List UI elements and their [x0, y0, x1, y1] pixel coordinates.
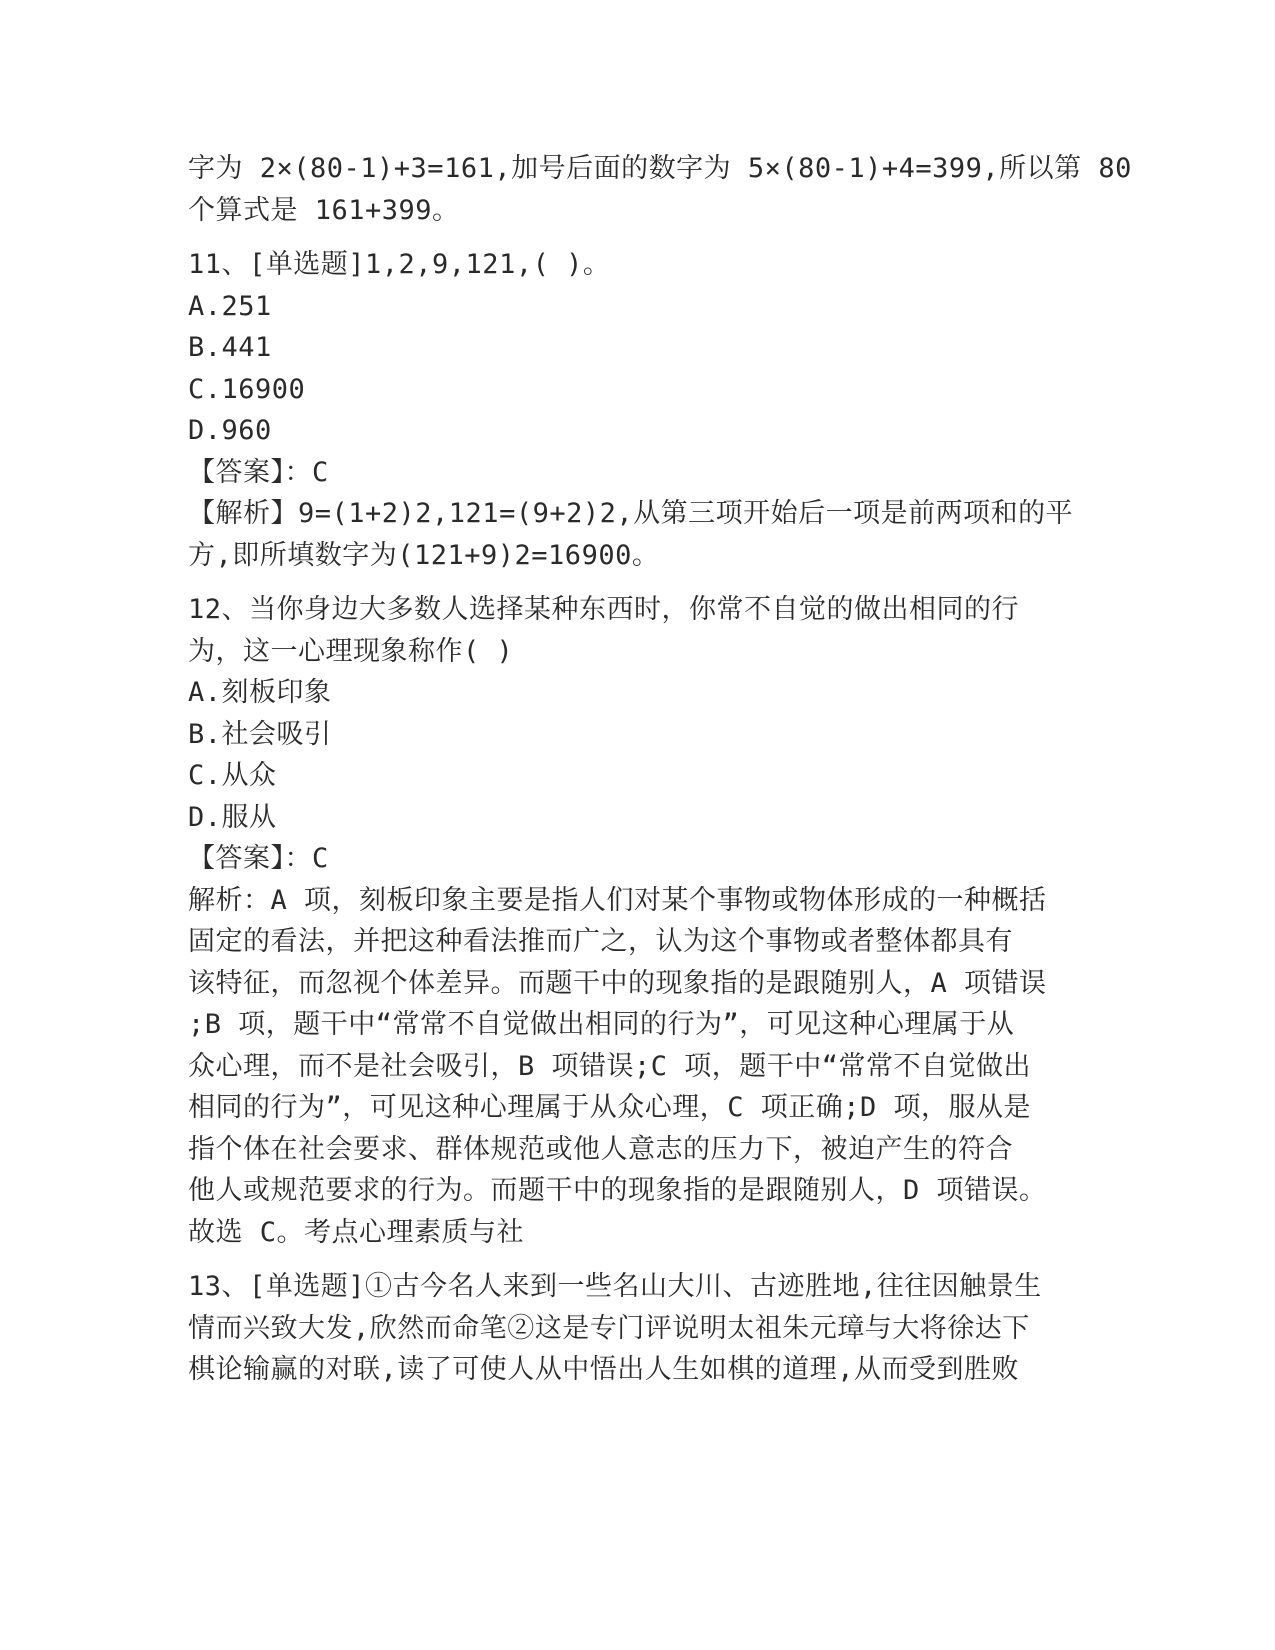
question-stem: 12、当你身边大多数人选择某种东西时，你常不自觉的做出相同的行 [188, 594, 1020, 625]
question-13 [188, 1266, 1088, 1391]
option-a: A.251 [188, 290, 272, 322]
question-stem: 情而兴致大发,欣然而命笔②这是专门评说明太祖朱元璋与大将徐达下 [188, 1312, 1030, 1344]
option-c: C.从众 [188, 760, 277, 791]
analysis-line: 该特征，而忽视个体差异。而题干中的现象指的是跟随别人，A 项错误 [188, 967, 1047, 999]
intro-paragraph [188, 148, 1132, 231]
intro-line: 字为 2×(80-1)+3=161,加号后面的数字为 5×(80-1)+4=399,所以第 80 [188, 153, 1132, 184]
question-11 [188, 244, 1088, 576]
analysis-line: 故选 C。考点心理素质与社 [188, 1216, 525, 1248]
option-c: C.16900 [188, 373, 306, 405]
question-stem: 棋论输赢的对联,读了可使人从中悟出人生如棋的道理,从而受到胜败 [188, 1354, 1020, 1385]
analysis-line: ;B 项，题干中“常常不自觉做出相同的行为”，可见这种心理属于从 [188, 1009, 1015, 1040]
option-d: D.960 [188, 415, 272, 446]
analysis-line: 指个体在社会要求、群体规范或他人意志的压力下，被迫产生的符合 [188, 1133, 1013, 1165]
question-stem: 11、[单选题]1,2,9,121,( )。 [188, 249, 611, 280]
analysis-line: 众心理，而不是社会吸引，B 项错误;C 项，题干中“常常不自觉做出 [188, 1050, 1032, 1082]
intro-line: 个算式是 161+399。 [188, 194, 460, 226]
option-b: B.441 [188, 332, 272, 363]
analysis-line: 方,即所填数字为(121+9)2=16900。 [188, 539, 660, 571]
analysis-line: 解析：A 项，刻板印象主要是指人们对某个事物或物体形成的一种概括 [188, 884, 1047, 916]
analysis-line: 他人或规范要求的行为。而题干中的现象指的是跟随别人，D 项错误。 [188, 1175, 1047, 1206]
option-d: D.服从 [188, 801, 277, 833]
question-stem: 为，这一心理现象称作( ) [188, 635, 514, 667]
option-b: B.社会吸引 [188, 718, 332, 750]
analysis-line: 【解析】9=(1+2)2,121=(9+2)2,从第三项开始后一项是前两项和的平 [188, 498, 1074, 529]
answer: 【答案】：C [188, 456, 329, 488]
question-stem: 13、[单选题]①古今名人来到一些名山大川、古迹胜地,往往因触景生 [188, 1271, 1042, 1302]
analysis-line: 固定的看法，并把这种看法推而广之，认为这个事物或者整体都具有 [188, 926, 1013, 957]
document-page [188, 148, 1132, 1391]
question-12 [188, 589, 1088, 1253]
option-a: A.刻板印象 [188, 677, 332, 708]
answer: 【答案】：C [188, 843, 329, 874]
analysis-line: 相同的行为”，可见这种心理属于从众心理，C 项正确;D 项，服从是 [188, 1092, 1032, 1123]
